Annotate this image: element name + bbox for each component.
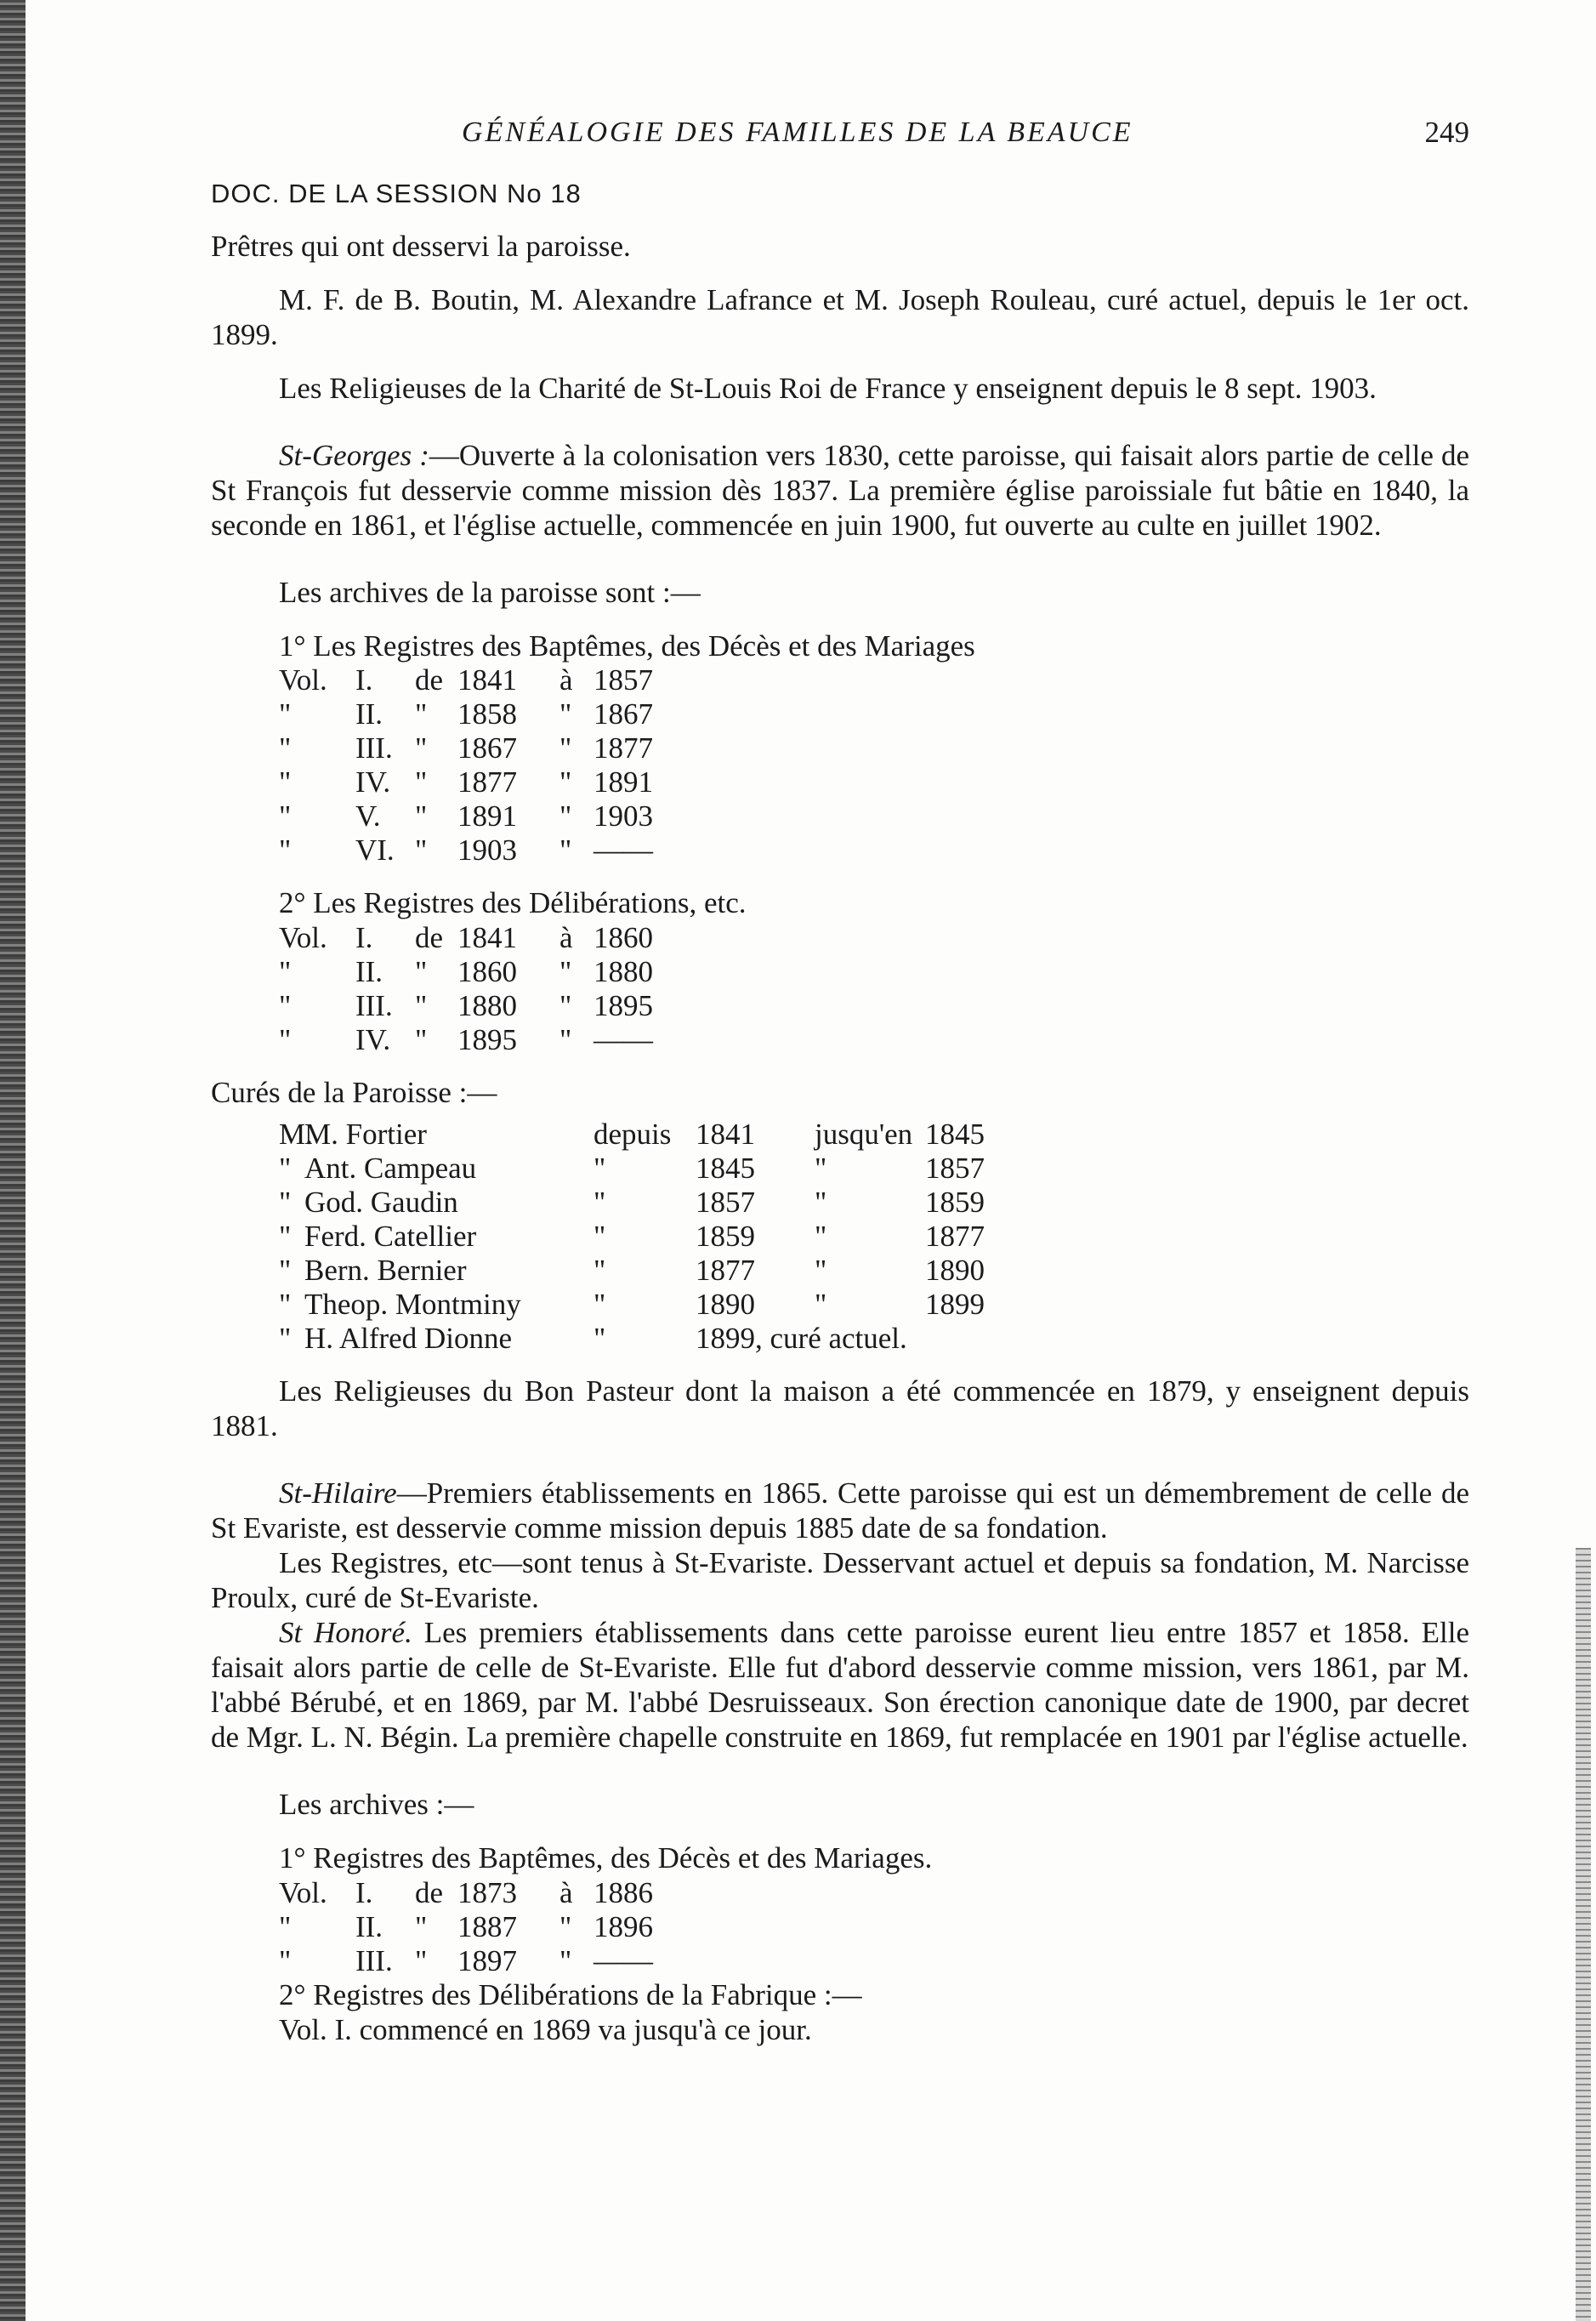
- page-number: 249: [1424, 116, 1469, 149]
- volume-cell-c6: 1857: [594, 663, 653, 697]
- volume-cell-c6: 1886: [594, 1875, 653, 1909]
- volume-cell-c4: 1867: [457, 731, 517, 765]
- volume-cell-c5: ": [559, 731, 572, 765]
- volume-cell-c3: ": [415, 1023, 428, 1057]
- registers-title-1: 1° Les Registres des Baptêmes, des Décès et des Mariages: [279, 629, 975, 663]
- volume-row: [279, 921, 1469, 955]
- volume-list-3: [279, 1876, 1469, 1978]
- running-head: [211, 116, 1469, 158]
- cure-row: [279, 1288, 1469, 1322]
- volume-cell-c1: ": [279, 1023, 292, 1057]
- paragraph-st-hilaire: St-Hilaire—Premiers établissements en 1865. Cette paroisse qui est un démembrement de celle de St Evariste, est desservie comme mission depuis 1885 date de sa fondation.: [211, 1476, 1469, 1545]
- cure-cell-name: God. Gaudin: [304, 1186, 458, 1220]
- volume-cell-c4: 1880: [457, 989, 517, 1023]
- paragraph-charite: Les Religieuses de la Charité de St-Louis Roi de France y enseignent depuis le 8 sept. 1903.: [279, 371, 1377, 405]
- cure-cell-fy: 1877: [696, 1254, 755, 1288]
- volume-cell-c1: ": [279, 955, 292, 989]
- volume-cell-c3: ": [415, 989, 428, 1023]
- volume-cell-c4: 1858: [457, 697, 517, 731]
- volume-cell-c3: de: [415, 921, 444, 955]
- cure-cell-to: ": [815, 1254, 827, 1288]
- volume-cell-c1: ": [279, 1909, 292, 1943]
- volume-cell-c4: 1873: [457, 1875, 517, 1909]
- volume-cell-c2: III.: [355, 989, 393, 1023]
- volume-cell-c6: 1860: [594, 921, 653, 955]
- paragraph-st-honore: St Honoré. Les premiers établissements dans cette paroisse eurent lieu entre 1857 et 1858. Elle faisait alors partie de celle de St-Evariste. Elle fut d'abord desservie comme mission, vers 1861, par M. l'abbé Bérubé, et en 1869, par M. l'abbé Desruisseaux. Son érection canonique date de 1900, par decret de Mgr. L. N. Bégin. La première chapelle construite en 1869, fut remplacée en 1901 par l'église actuelle.: [211, 1615, 1469, 1754]
- volume-cell-c3: ": [415, 731, 428, 765]
- archives-intro-2: Les archives :—: [279, 1787, 474, 1821]
- volume-cell-c5: à: [559, 663, 573, 697]
- volume-cell-c6: 1877: [594, 731, 653, 765]
- cure-row: [279, 1186, 1469, 1220]
- volume-cell-c3: ": [415, 697, 428, 731]
- volume-cell-c6: 1880: [594, 955, 653, 989]
- paragraph-bon-pasteur: Les Religieuses du Bon Pasteur dont la maison a été commencée en 1879, y enseignent depuis 1881.: [211, 1374, 1469, 1443]
- volume-cell-c5: ": [559, 1023, 572, 1057]
- volume-row: [279, 1876, 1469, 1910]
- volume-cell-c5: ": [559, 697, 572, 731]
- cure-cell-name: M. Fortier: [304, 1118, 427, 1152]
- volume-cell-c1: Vol.: [279, 663, 327, 697]
- volume-cell-c6: 1903: [594, 799, 653, 833]
- cure-cell-fy: 1890: [696, 1288, 755, 1322]
- paragraph-boutin: M. F. de B. Boutin, M. Alexandre Lafrance et M. Joseph Rouleau, curé actuel, depuis le 1er oct. 1899.: [211, 282, 1469, 351]
- paragraph-pretres: Prêtres qui ont desservi la paroisse.: [211, 230, 631, 263]
- volume-row: [279, 663, 1469, 697]
- volume-cell-c1: ": [279, 989, 292, 1023]
- volume-cell-c4: 1841: [457, 921, 517, 955]
- volume-cell-c3: ": [415, 1909, 428, 1943]
- cure-cell-to: ": [815, 1220, 827, 1254]
- volume-cell-c4: 1897: [457, 1943, 517, 1977]
- volume-cell-c1: ": [279, 799, 292, 833]
- cure-cell-name: Theop. Montminy: [304, 1288, 521, 1322]
- volume-row: [279, 731, 1469, 765]
- cure-cell-name: Ferd. Catellier: [304, 1220, 477, 1254]
- volume-cell-c5: ": [559, 1909, 572, 1943]
- volume-cell-c2: VI.: [355, 833, 395, 868]
- cure-cell-name: H. Alfred Dionne: [304, 1322, 512, 1356]
- volume-list-1: [279, 663, 1469, 868]
- volume-cell-c4: 1891: [457, 799, 517, 833]
- volume-cell-c1: ": [279, 833, 292, 868]
- volume-row: [279, 799, 1469, 833]
- volume-cell-c3: ": [415, 955, 428, 989]
- cure-cell-q: ": [279, 1186, 292, 1220]
- volume-row: [279, 989, 1469, 1023]
- cures-table: [279, 1118, 1469, 1356]
- volume-cell-c1: Vol.: [279, 1875, 327, 1909]
- volume-cell-c1: ": [279, 731, 292, 765]
- cure-cell-ty: 1890: [925, 1254, 985, 1288]
- parish-name-st-georges: St-Georges :: [279, 438, 429, 472]
- cure-cell-from: ": [594, 1254, 606, 1288]
- paragraph-st-georges: St-Georges :—Ouverte à la colonisation vers 1830, cette paroisse, qui faisait alors partie de celle de St François fut desservie comme mission dès 1837. La première église paroissiale fut bâtie en 1840, la seconde en 1861, et l'église actuelle, commencée en juin 1900, fut ouverte au culte en juillet 1902.: [211, 438, 1469, 542]
- volume-row: [279, 1910, 1469, 1944]
- document-body: [211, 230, 1469, 2047]
- cure-cell-fy: 1899, curé actuel.: [696, 1322, 907, 1356]
- scan-right-edge: [1576, 1548, 1591, 2321]
- cure-cell-ty: 1899: [925, 1288, 985, 1322]
- volume-cell-c5: à: [559, 1875, 573, 1909]
- cure-cell-ty: 1845: [925, 1118, 985, 1152]
- cure-row: [279, 1220, 1469, 1254]
- volume-cell-c2: II.: [355, 1909, 383, 1943]
- cure-cell-q: M.: [279, 1118, 313, 1152]
- paragraph-hilaire-registres: Les Registres, etc—sont tenus à St-Evariste. Desservant actuel et depuis sa fondation, M. Narcisse Proulx, curé de St-Evariste.: [211, 1546, 1469, 1614]
- volume-cell-c5: ": [559, 955, 572, 989]
- volume-cell-c1: ": [279, 765, 292, 799]
- parish-name-st-hilaire: St-Hilaire: [279, 1476, 397, 1510]
- volume-cell-c6: 1867: [594, 697, 653, 731]
- cure-cell-to: ": [815, 1152, 827, 1186]
- registers-title-2: 2° Les Registres des Délibérations, etc.: [279, 886, 747, 920]
- archives-intro: Les archives de la paroisse sont :—: [279, 575, 701, 609]
- volume-row: [279, 697, 1469, 731]
- volume-cell-c4: 1841: [457, 663, 517, 697]
- cure-cell-to: ": [815, 1288, 827, 1322]
- volume-cell-c6: 1895: [594, 989, 653, 1023]
- volume-cell-c2: II.: [355, 955, 383, 989]
- volume-cell-c4: 1895: [457, 1023, 517, 1057]
- cure-cell-fy: 1859: [696, 1220, 755, 1254]
- cure-cell-from: ": [594, 1186, 606, 1220]
- volume-row: [279, 1023, 1469, 1057]
- volume-cell-c6: 1891: [594, 765, 653, 799]
- registers-title-4: 2° Registres des Délibérations de la Fabrique :—: [279, 1977, 862, 2011]
- volume-cell-c3: ": [415, 833, 428, 868]
- volume-cell-c6: ——: [594, 833, 653, 868]
- volume-cell-c3: ": [415, 765, 428, 799]
- cure-cell-name: Ant. Campeau: [304, 1152, 477, 1186]
- registers-line-4: Vol. I. commencé en 1869 va jusqu'à ce jour.: [279, 2012, 812, 2046]
- registers-title-3: 1° Registres des Baptêmes, des Décès et des Mariages.: [279, 1840, 933, 1874]
- running-title: GÉNÉALOGIE DES FAMILLES DE LA BEAUCE: [462, 117, 1133, 148]
- volume-cell-c5: à: [559, 921, 573, 955]
- doc-session-label: DOC. DE LA SESSION No 18: [211, 179, 582, 208]
- cure-row: [279, 1322, 1469, 1356]
- cure-cell-to: jusqu'en: [815, 1118, 913, 1152]
- volume-cell-c1: ": [279, 1943, 292, 1977]
- volume-cell-c2: IV.: [355, 765, 391, 799]
- cure-cell-from: ": [594, 1288, 606, 1322]
- cure-cell-q: ": [279, 1322, 292, 1356]
- volume-cell-c3: ": [415, 799, 428, 833]
- cure-cell-from: ": [594, 1322, 606, 1356]
- cure-cell-q: ": [279, 1254, 292, 1288]
- volume-cell-c6: ——: [594, 1943, 653, 1977]
- volume-cell-c1: Vol.: [279, 921, 327, 955]
- cure-cell-ty: 1877: [925, 1220, 985, 1254]
- cure-cell-ty: 1859: [925, 1186, 985, 1220]
- cure-row: [279, 1152, 1469, 1186]
- volume-cell-c1: ": [279, 697, 292, 731]
- volume-cell-c5: ": [559, 989, 572, 1023]
- volume-cell-c6: 1896: [594, 1909, 653, 1943]
- scan-left-edge: [0, 0, 26, 2321]
- volume-cell-c5: ": [559, 833, 572, 868]
- cure-cell-from: ": [594, 1152, 606, 1186]
- cure-cell-q: ": [279, 1152, 292, 1186]
- volume-row: [279, 833, 1469, 868]
- volume-cell-c4: 1877: [457, 765, 517, 799]
- volume-cell-c3: de: [415, 663, 444, 697]
- volume-cell-c2: I.: [355, 1875, 373, 1909]
- volume-cell-c5: ": [559, 765, 572, 799]
- volume-cell-c4: 1860: [457, 955, 517, 989]
- cure-cell-q: ": [279, 1288, 292, 1322]
- volume-row: [279, 765, 1469, 799]
- volume-cell-c3: ": [415, 1943, 428, 1977]
- volume-row: [279, 955, 1469, 989]
- cure-row: [279, 1254, 1469, 1288]
- cure-cell-from: depuis: [594, 1118, 672, 1152]
- volume-cell-c2: I.: [355, 921, 373, 955]
- volume-cell-c2: V.: [355, 799, 381, 833]
- parish-name-st-honore: St Honoré.: [279, 1615, 412, 1649]
- volume-cell-c2: II.: [355, 697, 383, 731]
- volume-cell-c4: 1903: [457, 833, 517, 868]
- cure-cell-name: Bern. Bernier: [304, 1254, 467, 1288]
- cure-row: [279, 1118, 1469, 1152]
- cure-cell-from: ": [594, 1220, 606, 1254]
- volume-row: [279, 1944, 1469, 1978]
- cure-cell-fy: 1841: [696, 1118, 755, 1152]
- volume-cell-c2: III.: [355, 1943, 393, 1977]
- volume-cell-c2: III.: [355, 731, 393, 765]
- volume-cell-c3: de: [415, 1875, 444, 1909]
- cure-cell-ty: 1857: [925, 1152, 985, 1186]
- cure-cell-fy: 1857: [696, 1186, 755, 1220]
- volume-cell-c5: ": [559, 799, 572, 833]
- cure-cell-fy: 1845: [696, 1152, 755, 1186]
- cures-title: Curés de la Paroisse :—: [211, 1076, 497, 1110]
- cure-cell-q: ": [279, 1220, 292, 1254]
- volume-cell-c6: ——: [594, 1023, 653, 1057]
- cure-cell-to: ": [815, 1186, 827, 1220]
- volume-cell-c5: ": [559, 1943, 572, 1977]
- volume-cell-c2: IV.: [355, 1023, 391, 1057]
- volume-list-2: [279, 921, 1469, 1057]
- volume-cell-c4: 1887: [457, 1909, 517, 1943]
- volume-cell-c2: I.: [355, 663, 373, 697]
